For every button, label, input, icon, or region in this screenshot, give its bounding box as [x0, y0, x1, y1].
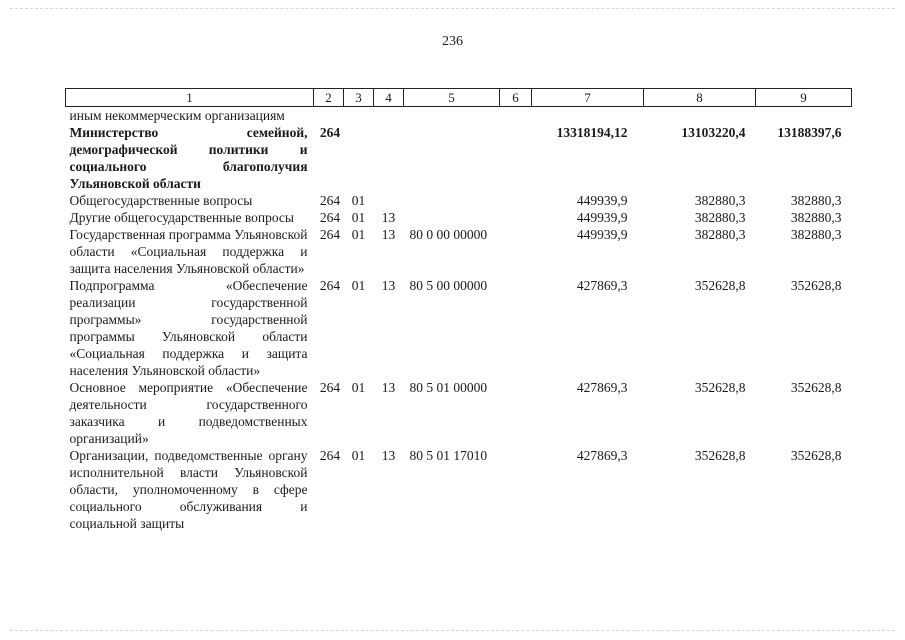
- row-code-admin: 264: [319, 193, 341, 208]
- scan-edge-bottom: [10, 630, 895, 631]
- row-code-target: 80 5 01 00000: [409, 380, 488, 395]
- row-code-expense-type: [500, 277, 532, 379]
- table-row: [66, 107, 852, 125]
- table-row: [66, 192, 852, 209]
- row-code-subsection: 13: [381, 448, 396, 463]
- row-code-expense-type: [500, 379, 532, 447]
- table-row: [66, 209, 852, 226]
- row-code-admin: [314, 107, 344, 125]
- col-header-7: 7: [532, 89, 644, 107]
- row-code-expense-type: [500, 124, 532, 192]
- row-amount-year-2: 382880,3: [694, 227, 746, 242]
- row-code-target: [404, 124, 500, 192]
- row-code-section: 01: [351, 193, 366, 208]
- row-amount-year-3: 382880,3: [790, 210, 842, 225]
- row-code-target: 80 5 01 17010: [409, 448, 488, 463]
- row-code-admin: 264: [319, 210, 341, 225]
- table-body: [66, 107, 852, 533]
- row-code-target: [404, 209, 500, 226]
- row-code-section: 01: [351, 278, 366, 293]
- row-code-expense-type: [500, 226, 532, 277]
- row-code-target: [404, 107, 500, 125]
- col-header-3: 3: [344, 89, 374, 107]
- row-amount-year-3: 382880,3: [790, 227, 842, 242]
- col-header-9: 9: [756, 89, 852, 107]
- row-amount-year-1: [532, 107, 644, 125]
- table-row: [66, 277, 852, 379]
- row-amount-year-2: 382880,3: [694, 210, 746, 225]
- row-amount-year-1: 427869,3: [576, 448, 628, 463]
- table-header: [66, 89, 852, 107]
- budget-table: [65, 88, 852, 532]
- row-amount-year-3: 13188397,6: [777, 125, 842, 140]
- row-amount-year-2: 382880,3: [694, 193, 746, 208]
- row-code-subsection: [374, 192, 404, 209]
- row-amount-year-3: [756, 107, 852, 125]
- table-row: [66, 447, 852, 532]
- row-amount-year-3: 352628,8: [790, 380, 842, 395]
- row-code-admin: 264: [319, 278, 341, 293]
- scan-edge-top: [10, 8, 895, 9]
- row-amount-year-2: 352628,8: [694, 380, 746, 395]
- row-name: Основное мероприятие «Обеспечение деятельности государственного заказчика и подведомственных организаций»: [69, 380, 308, 446]
- row-name: Организации, подведомственные органу исполнительной власти Ульяновской области, уполномоченному в сфере социального обслуживания и социальной защиты: [69, 448, 308, 531]
- row-code-section: 01: [351, 210, 366, 225]
- row-code-section: [344, 124, 374, 192]
- row-name: иным некоммерческим организациям: [69, 108, 285, 123]
- row-name: Государственная программа Ульяновской области «Социальная поддержка и защита населения Ульяновской области»: [69, 227, 308, 276]
- row-code-target: [404, 192, 500, 209]
- row-amount-year-1: 427869,3: [576, 278, 628, 293]
- row-name: Другие общегосударственные вопросы: [69, 210, 294, 225]
- col-header-6: 6: [500, 89, 532, 107]
- row-code-target: 80 0 00 00000: [409, 227, 488, 242]
- row-amount-year-1: 13318194,12: [556, 125, 628, 140]
- row-amount-year-3: 352628,8: [790, 448, 842, 463]
- row-code-subsection: 13: [381, 227, 396, 242]
- row-code-expense-type: [500, 107, 532, 125]
- col-header-1: 1: [66, 89, 314, 107]
- row-name: Министерство семейной, демографической политики и социального благополучия Ульяновской области: [69, 125, 308, 191]
- row-amount-year-1: 449939,9: [576, 227, 628, 242]
- row-name: Подпрограмма «Обеспечение реализации государственной программы» государственной программы Ульяновской области «Социальная поддержка и защита населения Ульяновской области»: [69, 278, 308, 378]
- header-row: [66, 89, 852, 107]
- page-number: 236: [442, 34, 463, 49]
- row-code-expense-type: [500, 209, 532, 226]
- row-amount-year-2: 13103220,4: [681, 125, 746, 140]
- table-row: [66, 124, 852, 192]
- table-row: [66, 379, 852, 447]
- col-header-4: 4: [374, 89, 404, 107]
- row-code-subsection: 13: [381, 278, 396, 293]
- row-code-section: 01: [351, 227, 366, 242]
- row-amount-year-1: 449939,9: [576, 193, 628, 208]
- col-header-5: 5: [404, 89, 500, 107]
- row-name: Общегосударственные вопросы: [69, 193, 253, 208]
- row-code-admin: 264: [319, 227, 341, 242]
- row-code-subsection: 13: [381, 210, 396, 225]
- row-amount-year-3: 352628,8: [790, 278, 842, 293]
- row-amount-year-1: 449939,9: [576, 210, 628, 225]
- row-code-subsection: [374, 107, 404, 125]
- row-code-section: 01: [351, 448, 366, 463]
- col-header-8: 8: [644, 89, 756, 107]
- row-code-admin: 264: [319, 125, 341, 140]
- row-amount-year-1: 427869,3: [576, 380, 628, 395]
- row-code-admin: 264: [319, 448, 341, 463]
- row-amount-year-2: 352628,8: [694, 448, 746, 463]
- row-code-subsection: 13: [381, 380, 396, 395]
- row-code-section: [344, 107, 374, 125]
- row-code-subsection: [374, 124, 404, 192]
- table-row: [66, 226, 852, 277]
- col-header-2: 2: [314, 89, 344, 107]
- row-code-target: 80 5 00 00000: [409, 278, 488, 293]
- row-code-admin: 264: [319, 380, 341, 395]
- row-amount-year-2: 352628,8: [694, 278, 746, 293]
- row-code-expense-type: [500, 192, 532, 209]
- row-code-expense-type: [500, 447, 532, 532]
- row-code-section: 01: [351, 380, 366, 395]
- row-amount-year-2: [644, 107, 756, 125]
- row-amount-year-3: 382880,3: [790, 193, 842, 208]
